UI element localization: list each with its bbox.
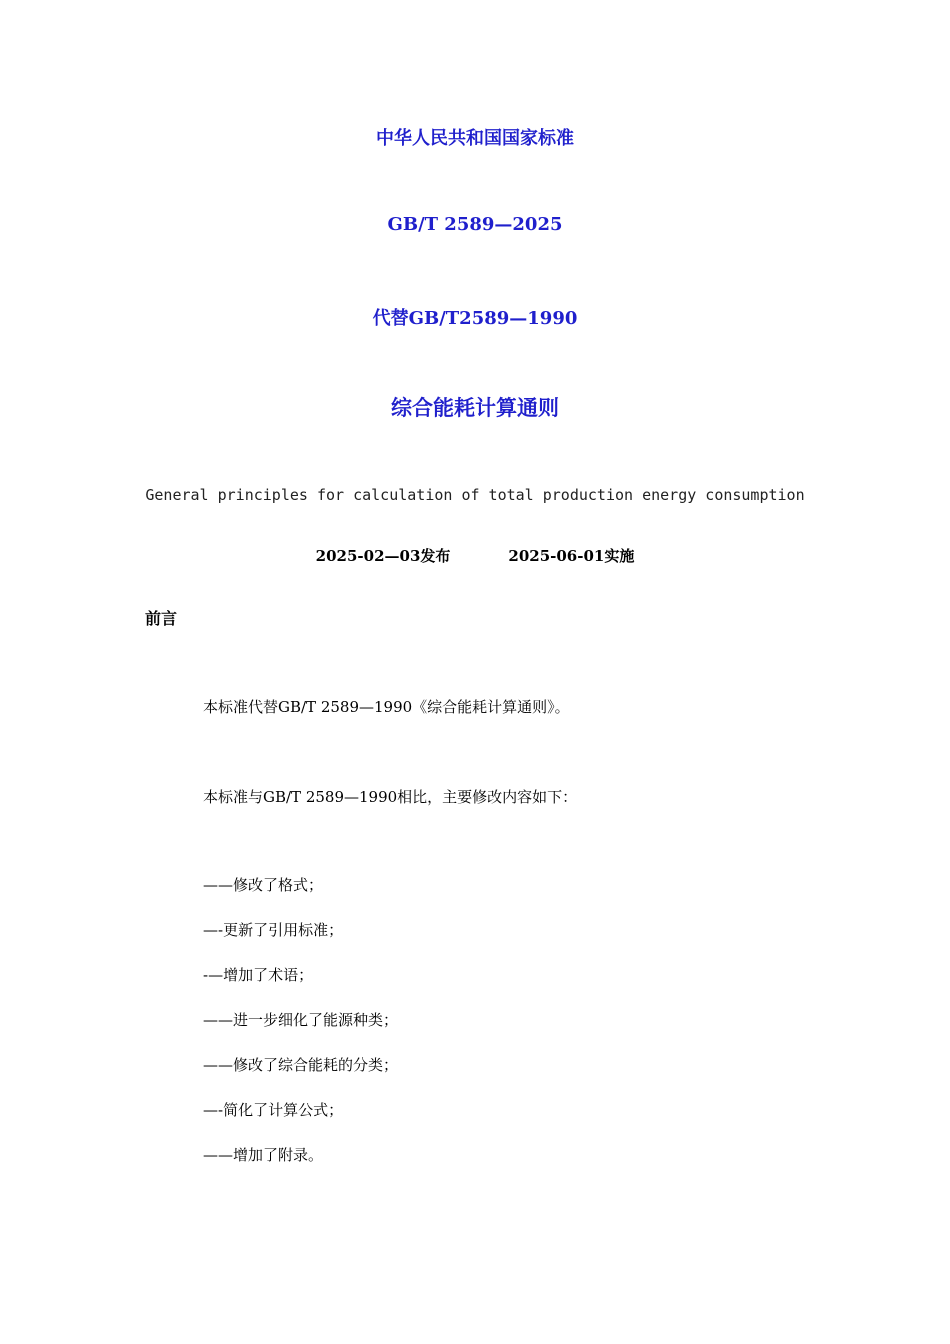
changes-list <box>203 875 398 1190</box>
preface-paragraph-changes-intro: 本标准与GB/T 2589—1990相比，主要修改内容如下： <box>203 788 578 806</box>
change-item: ——进一步细化了能源种类； <box>203 1011 399 1029</box>
change-item: —-更新了引用标准； <box>203 921 344 939</box>
change-item: -—增加了术语； <box>203 966 314 984</box>
preface-paragraph-replaces: 本标准代替GB/T 2589—1990《综合能耗计算通则》。 <box>203 698 570 716</box>
standard-code: GB/T 2589—2025 <box>387 214 563 235</box>
dates-line <box>0 545 950 566</box>
standard-org-title: 中华人民共和国国家标准 <box>376 128 574 149</box>
issue-date: 2025-02—03发布 <box>315 547 451 565</box>
effective-date: 2025-06-01实施 <box>508 547 635 565</box>
change-item: ——增加了附录。 <box>203 1146 324 1164</box>
change-item: —-简化了计算公式； <box>203 1101 344 1119</box>
change-item: ——修改了综合能耗的分类； <box>203 1056 399 1074</box>
change-item: ——修改了格式； <box>203 876 324 894</box>
document-title: 综合能耗计算通则 <box>391 395 559 420</box>
preface-heading: 前言 <box>145 609 178 628</box>
document-title-english: General principles for calculation of total production energy consumption <box>145 486 805 504</box>
replaces-standard: 代替GB/T2589—1990 <box>372 308 578 329</box>
